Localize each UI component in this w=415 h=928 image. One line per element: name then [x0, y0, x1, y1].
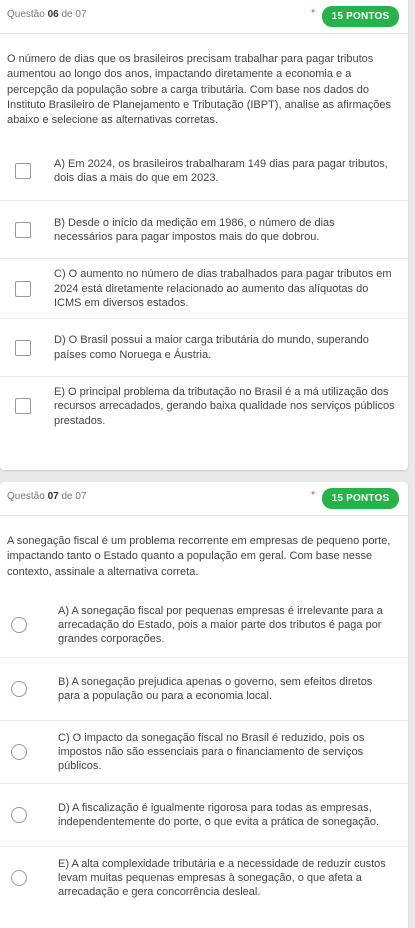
question-header — [0, 0, 408, 34]
points-badge: 15 PONTOS — [322, 488, 399, 509]
checkbox[interactable] — [15, 281, 31, 297]
option-label: B) A sonegação prejudica apenas o governo, sem efeitos diretos para a população ou para a economia local. — [58, 675, 373, 702]
radio-button[interactable] — [11, 870, 27, 886]
options-list — [0, 128, 408, 435]
question-number: Questão 06 de 07 — [7, 9, 87, 20]
option-label: E) O principal problema da tributação no Brasil é a má utilização dos recursos arrecadados, gerando baixa qualidade nos serviços públicos prestados. — [54, 386, 395, 427]
points-badge: 15 PONTOS — [322, 6, 399, 27]
required-mark: * — [311, 490, 315, 501]
checkbox[interactable] — [15, 222, 31, 238]
question-card-06 — [0, 0, 408, 470]
option-label: D) O Brasil possui a maior carga tributária do mundo, superando países como Noruega e Áustria. — [54, 334, 369, 361]
radio-button[interactable] — [11, 617, 27, 633]
checkbox[interactable] — [15, 340, 31, 356]
radio-button[interactable] — [11, 807, 27, 823]
checkbox[interactable] — [15, 398, 31, 414]
option-c[interactable] — [0, 258, 408, 318]
options-list — [0, 580, 408, 909]
option-label: B) Desde o início da medição em 1986, o número de dias necessários para pagar impostos mais do que dobrou. — [54, 216, 335, 243]
question-card-07 — [0, 482, 408, 928]
radio-button[interactable] — [11, 744, 27, 760]
required-mark: * — [311, 8, 315, 19]
option-a[interactable] — [0, 142, 408, 200]
option-e[interactable] — [0, 376, 408, 436]
question-statement: O número de dias que os brasileiros precisam trabalhar para pagar tributos aumentou ao longo dos anos, impactando diretamente a economia e a percepção da população sobre a carga tributária. Com base nos dados do Instituto Brasileiro de Planejamento e Tributação (IBPT), analise as afirmações abaixo e selecione as alternativas corretas. — [7, 53, 391, 127]
option-b[interactable] — [0, 657, 408, 720]
option-label: C) O impacto da sonegação fiscal no Brasil é reduzido, pois os impostos não são essenciais para o financiamento de serviços públicos. — [58, 731, 365, 772]
option-label: E) A alta complexidade tributária e a necessidade de reduzir custos levam muitas pequenas empresas à sonegação, o que afeta a arrecadação e gera concorrência desleal. — [58, 857, 386, 898]
option-label: C) O aumento no número de dias trabalhados para pagar tributos em 2024 está diretamente relacionado ao aumento das alíquotas do ICMS em diversos estados. — [54, 268, 392, 309]
option-e[interactable] — [0, 846, 408, 909]
checkbox[interactable] — [15, 163, 31, 179]
option-label: A) Em 2024, os brasileiros trabalharam 149 dias para pagar tributos, dois dias a mais do que em 2023. — [54, 158, 388, 185]
question-header — [0, 482, 408, 516]
question-number: Questão 07 de 07 — [7, 491, 87, 502]
option-b[interactable] — [0, 200, 408, 258]
radio-button[interactable] — [11, 681, 27, 697]
question-statement: A sonegação fiscal é um problema recorrente em empresas de pequeno porte, impactando tanto o Estado quanto a população em geral. Com base nesse contexto, assinale a alternativa correta. — [7, 535, 391, 578]
option-a[interactable] — [0, 594, 408, 657]
option-label: D) A fiscalização é igualmente rigorosa para todas as empresas, independentemente do porte, o que evita a prática de sonegação. — [58, 801, 380, 828]
option-c[interactable] — [0, 720, 408, 783]
option-d[interactable] — [0, 318, 408, 376]
option-d[interactable] — [0, 783, 408, 846]
option-label: A) A sonegação fiscal por pequenas empresas é irrelevante para a arrecadação do Estado, pois a maior parte dos tributos é paga por grandes corporações. — [58, 605, 383, 646]
